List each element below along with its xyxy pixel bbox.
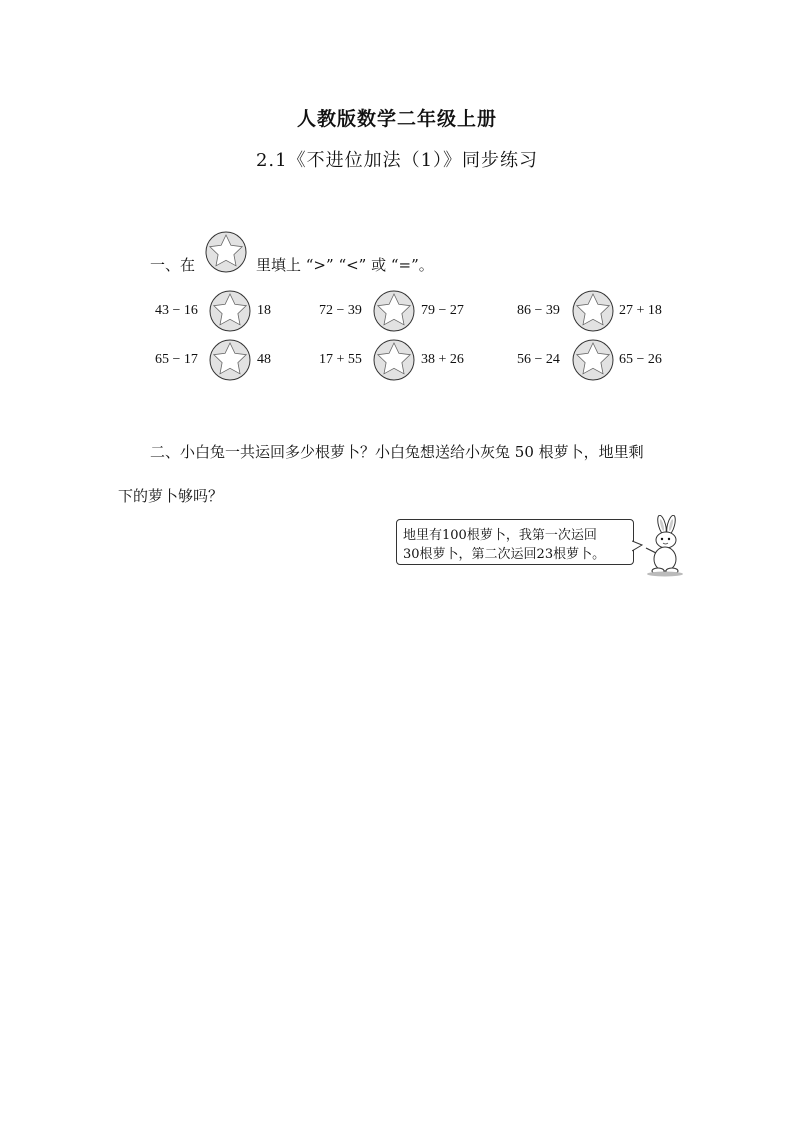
star-circle-icon (204, 230, 248, 274)
question-1-prefix: 一、在 (150, 256, 196, 274)
answer-circle-2[interactable] (372, 289, 416, 333)
speech-bubble-line-1: 地里有100根萝卜，我第一次运回 (403, 528, 597, 543)
page-subtitle: 2.1《不进位加法（1）》同步练习 (255, 150, 539, 171)
answer-circle-1[interactable] (208, 289, 252, 333)
expr-left: 56 − 24 (517, 352, 560, 367)
speech-bubble-line-2: 30根萝卜，第二次运回23根萝卜。 (403, 547, 606, 562)
expr-left: 65 − 17 (155, 352, 198, 367)
expr-left: 17 + 55 (319, 352, 362, 367)
answer-circle-3[interactable] (571, 289, 615, 333)
expr-left: 72 − 39 (319, 303, 362, 318)
question-1-suffix: 里填上 “>” “<” 或 “=”。 (256, 256, 434, 274)
expr-right: 79 − 27 (421, 303, 464, 318)
expr-right: 48 (257, 352, 271, 367)
speech-bubble (396, 519, 634, 565)
expr-right: 38 + 26 (421, 352, 464, 367)
answer-circle-6[interactable] (571, 338, 615, 382)
expr-right: 27 + 18 (619, 303, 662, 318)
answer-circle-5[interactable] (372, 338, 416, 382)
page-title: 人教版数学二年级上册 (296, 108, 497, 130)
expr-right: 18 (257, 303, 271, 318)
question-2-line-1: 二、小白兔一共运回多少根萝卜？小白兔想送给小灰兔 50 根萝卜，地里剩 (150, 443, 644, 461)
answer-circle-4[interactable] (208, 338, 252, 382)
expr-right: 65 − 26 (619, 352, 662, 367)
rabbit-icon (632, 515, 684, 577)
expr-left: 86 − 39 (517, 303, 560, 318)
question-2-line-2: 下的萝卜够吗？ (118, 487, 224, 505)
expr-left: 43 − 16 (155, 303, 198, 318)
